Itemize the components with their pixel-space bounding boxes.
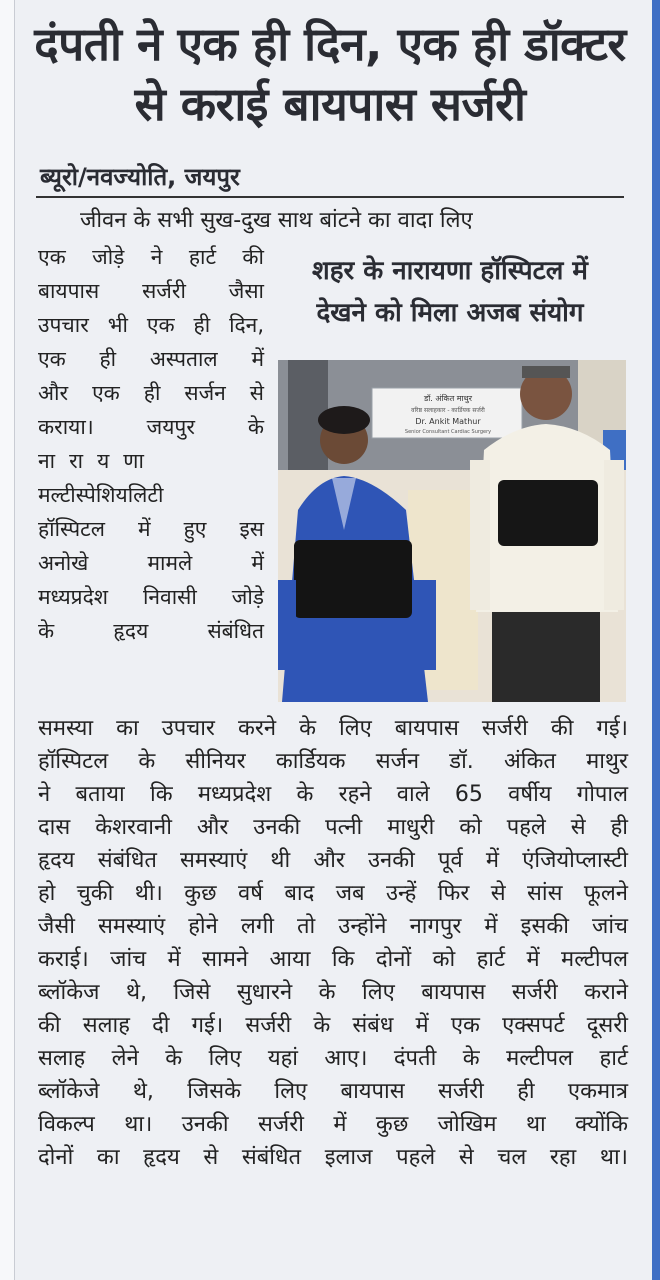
body-line: सलाह लेने के लिए यहां आए। दंपती के मल्टीपल हार्ट — [38, 1046, 628, 1071]
lede-line: जीवन के सभी सुख-दुख साथ बांटने का वादा लिए — [80, 208, 473, 233]
body-line: हॉस्पिटल के सीनियर कार्डियक सर्जन डॉ. अंकित माथुर — [38, 749, 628, 774]
article-body — [38, 712, 628, 1174]
column-line: मल्टीस्पेशियलिटी — [38, 483, 164, 507]
column-line: बायपास सर्जरी जैसा — [38, 279, 264, 303]
body-line: विकल्प था। उनकी सर्जरी में कुछ जोखिम था क्योंकि — [38, 1112, 628, 1137]
column-line: एक जोड़े ने हार्ट की — [38, 245, 264, 269]
column-line: नारायणा — [38, 449, 158, 473]
body-line: जैसी समस्याएं होने लगी तो उन्होंने नागपुर में इसकी जांच — [38, 914, 628, 939]
next-headline-cropped — [150, 1266, 530, 1280]
nameplate-line-2: वरिष्ठ सलाहकार - कार्डियक सर्जरी — [411, 407, 485, 414]
couple-photo-illustration — [278, 360, 626, 702]
column-line: मध्यप्रदेश निवासी जोड़े — [38, 585, 264, 609]
nameplate-line-4: Senior Consultant Cardiac Surgery — [404, 429, 492, 435]
page-left-margin — [0, 0, 15, 1280]
headline — [24, 14, 636, 134]
body-line: कराई। जांच में सामने आया कि दोनों को हार्ट में मल्टीपल — [38, 947, 628, 972]
byline: ब्यूरो/नवज्योति, जयपुर — [40, 163, 240, 191]
subhead-line-1: शहर के नारायणा हॉस्पिटल में — [312, 256, 588, 286]
body-line: दास केशरवानी और उनकी पत्नी माधुरी को पहले से ही — [38, 815, 628, 840]
column-line: के हृदय संबंधित — [38, 619, 264, 643]
headline-line-1: दंपती ने एक ही दिन, एक ही डॉक्टर — [34, 17, 626, 71]
column-line: एक ही अस्पताल में — [38, 347, 264, 371]
body-line: ने बताया कि मध्यप्रदेश के रहने वाले 65 वर्षीय गोपाल — [38, 782, 628, 807]
byline-divider — [36, 196, 624, 198]
body-line: ब्लॉकेज थे, जिसे सुधारने के लिए बायपास सर्जरी कराने — [38, 980, 628, 1005]
column-line: हॉस्पिटल में हुए इस — [38, 517, 264, 541]
body-line: दोनों का हृदय से संबंधित इलाज पहले से चल रहा था। — [38, 1145, 628, 1170]
subhead-line-2: देखने को मिला अजब संयोग — [316, 298, 584, 328]
page-right-accent-bar — [652, 0, 660, 1280]
column-line: और एक ही सर्जन से — [38, 381, 264, 405]
body-line: की सलाह दी गई। सर्जरी के संबंध में एक एक्सपर्ट दूसरी — [38, 1013, 628, 1038]
photo-subheading — [272, 250, 628, 334]
column-line: उपचार भी एक ही दिन, — [38, 313, 264, 337]
body-line: ब्लॉकेजे थे, जिसके लिए बायपास सर्जरी ही एकमात्र — [38, 1079, 628, 1104]
narrow-column-text — [38, 240, 264, 648]
body-line: हो चुकी थी। कुछ वर्ष बाद जब उन्हें फिर से सांस फूलने — [38, 881, 628, 906]
nameplate-line-1: डॉ. अंकित माथुर — [423, 394, 473, 403]
body-line: हृदय संबंधित समस्याएं थी और उनकी पूर्व में एंजियोप्लास्टी — [38, 848, 628, 873]
body-line: समस्या का उपचार करने के लिए बायपास सर्जरी की गई। — [38, 716, 628, 741]
column-line: कराया। जयपुर के — [38, 415, 264, 439]
column-line: अनोखे मामले में — [38, 551, 264, 575]
nameplate-line-3: Dr. Ankit Mathur — [415, 417, 481, 426]
couple-photo — [278, 360, 626, 702]
headline-line-2: से कराई बायपास सर्जरी — [134, 77, 526, 131]
